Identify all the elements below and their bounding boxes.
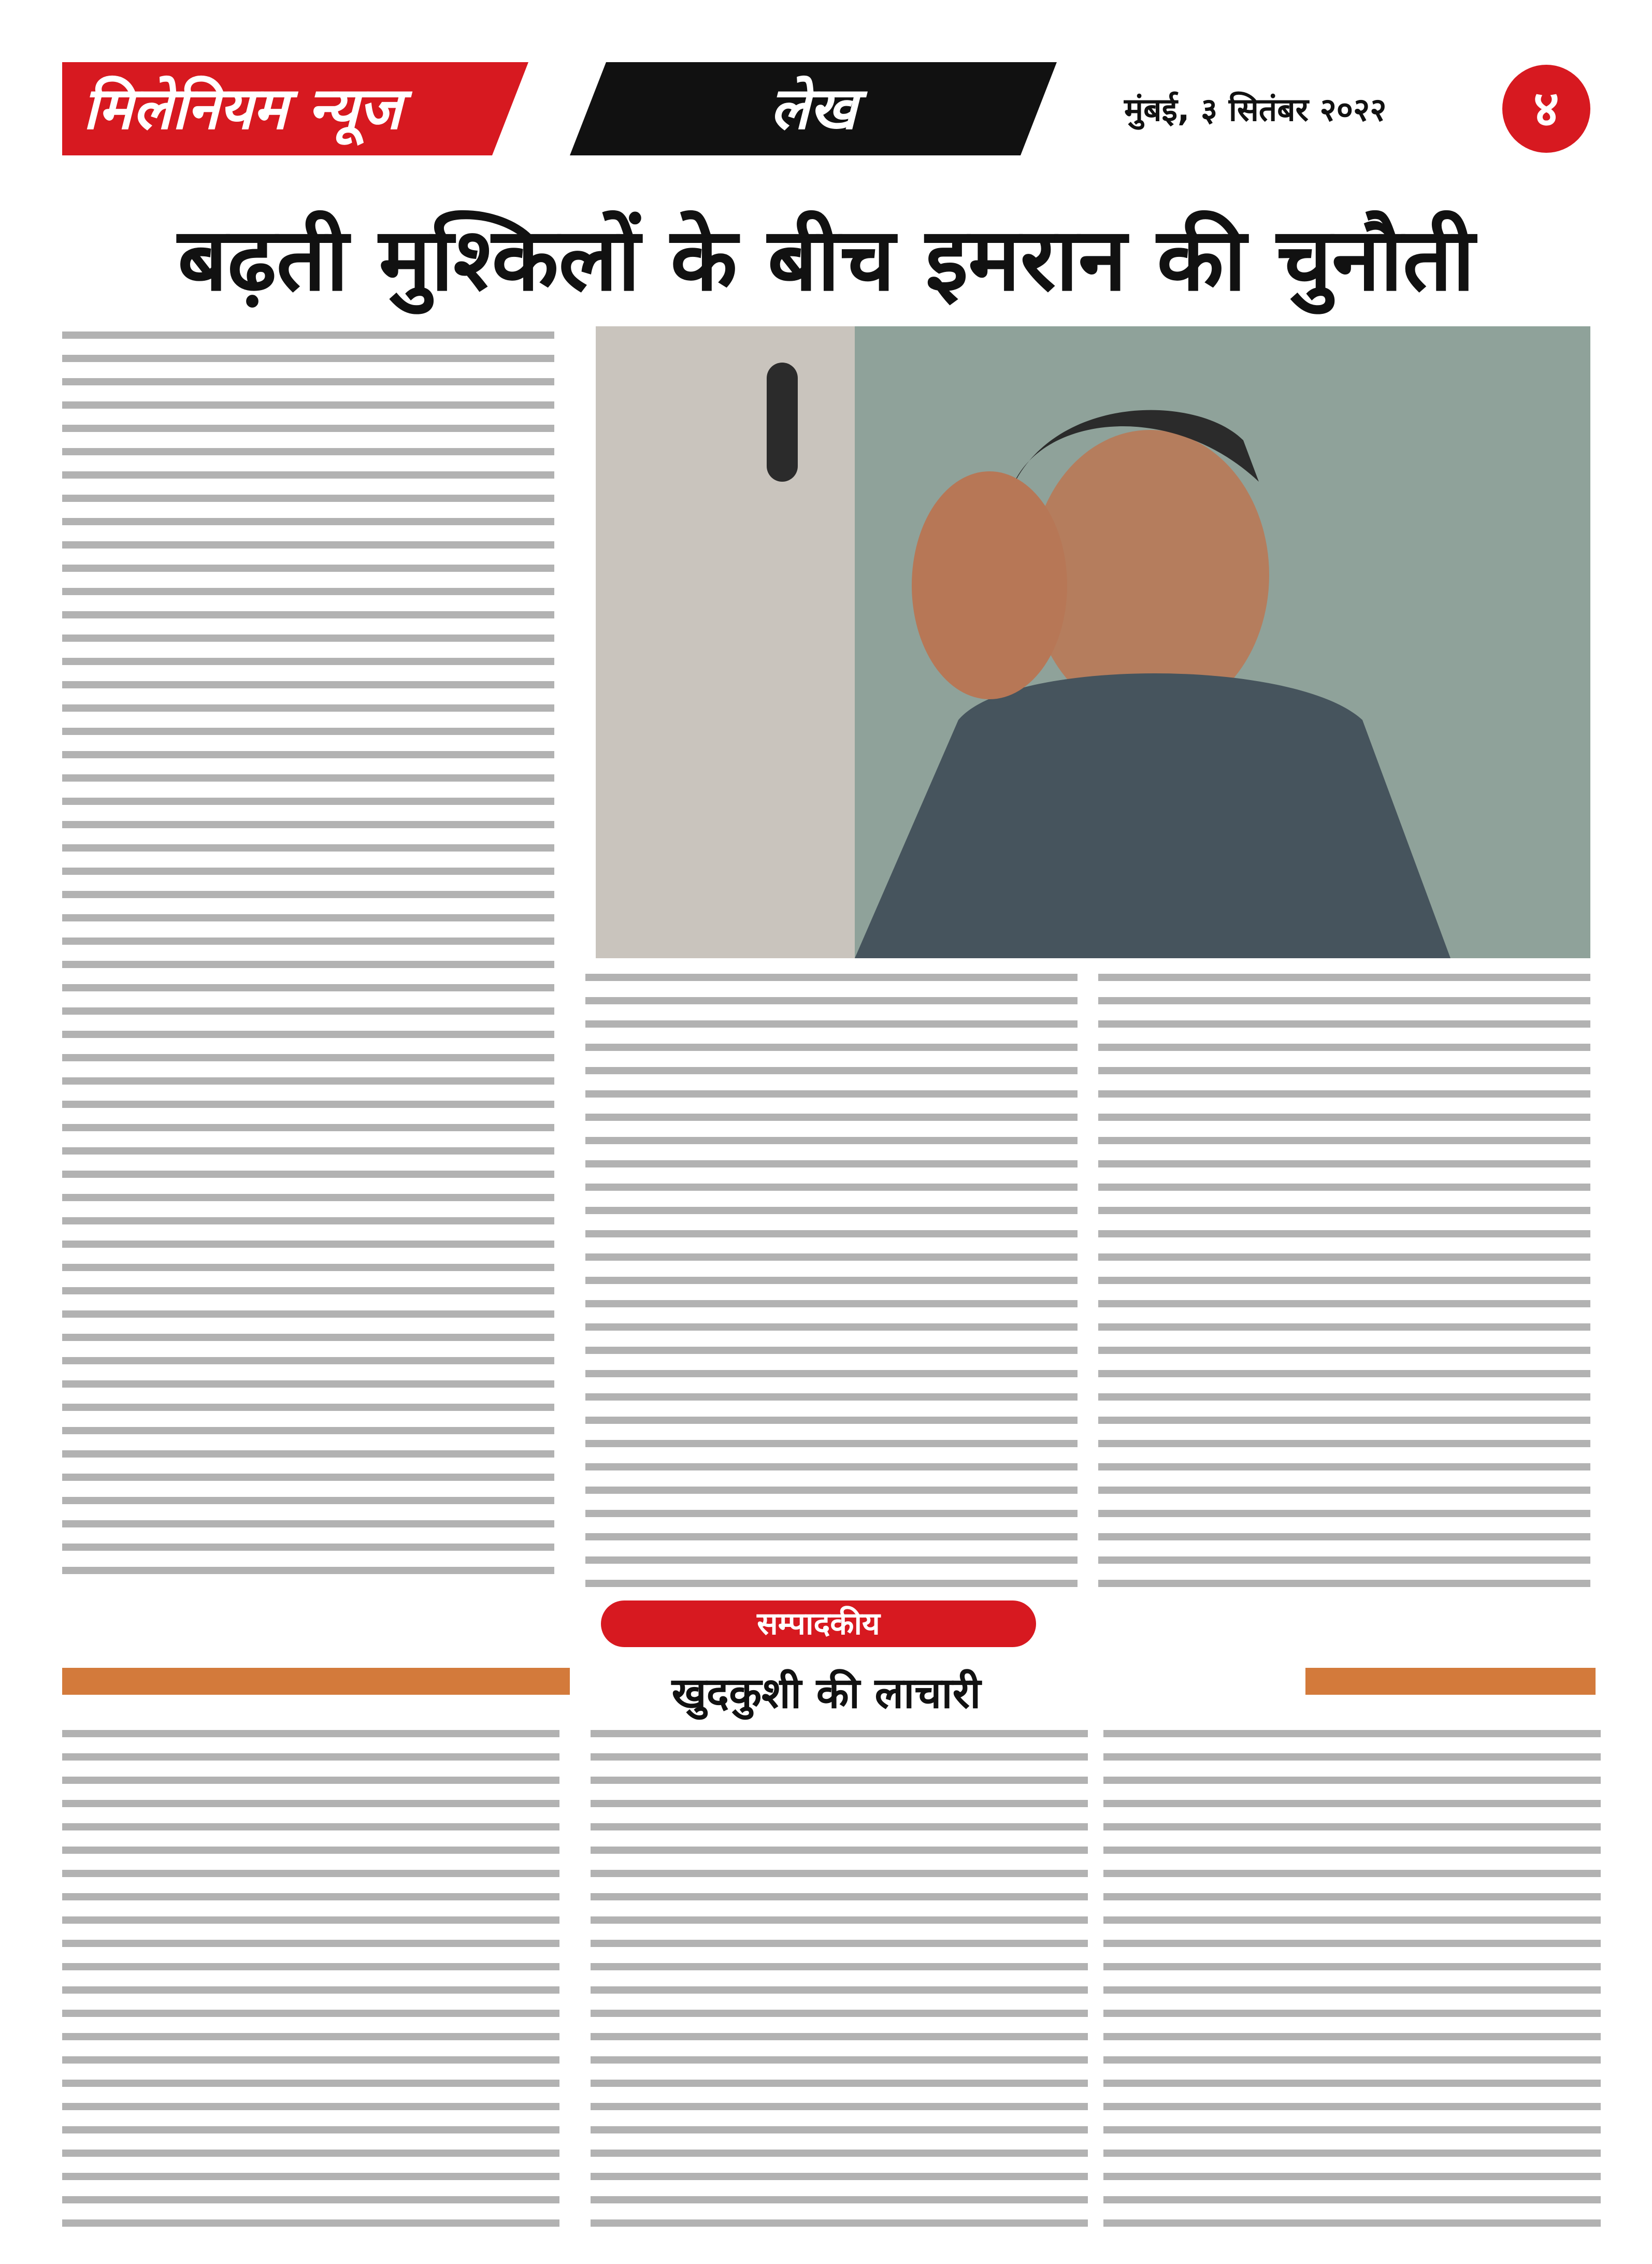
editorial-column-middle — [591, 1730, 1088, 2227]
article-headline: बढ़ती मुश्किलों के बीच इमरान की चुनौती — [177, 208, 1475, 310]
article-body-text — [62, 331, 63, 332]
masthead — [62, 62, 1590, 236]
editorial-badge: सम्पादकीय — [601, 1600, 1036, 1647]
page-number: ४ — [1502, 65, 1590, 153]
editorial-column-left — [62, 1730, 559, 2227]
editorial-headline: खुदकुशी की लाचारी — [671, 1669, 981, 1718]
editorial-rule-right — [1305, 1668, 1596, 1695]
newspaper-brand: मिलेनियम न्यूज टेक — [62, 62, 492, 155]
editorial-body-text — [62, 1730, 63, 1731]
article-column-middle — [585, 974, 1078, 1590]
editorial-rule-left — [62, 1668, 570, 1695]
article-photo — [596, 326, 1590, 958]
article-column-right — [1098, 974, 1590, 1590]
section-label: लेख — [606, 62, 1021, 155]
editorial-column-right — [1103, 1730, 1601, 2227]
article-column-left — [62, 331, 554, 1590]
dateline: मुंबई, ३ सितंबर २०२२ — [1124, 91, 1387, 128]
imran-khan-photo-icon — [596, 326, 1590, 958]
